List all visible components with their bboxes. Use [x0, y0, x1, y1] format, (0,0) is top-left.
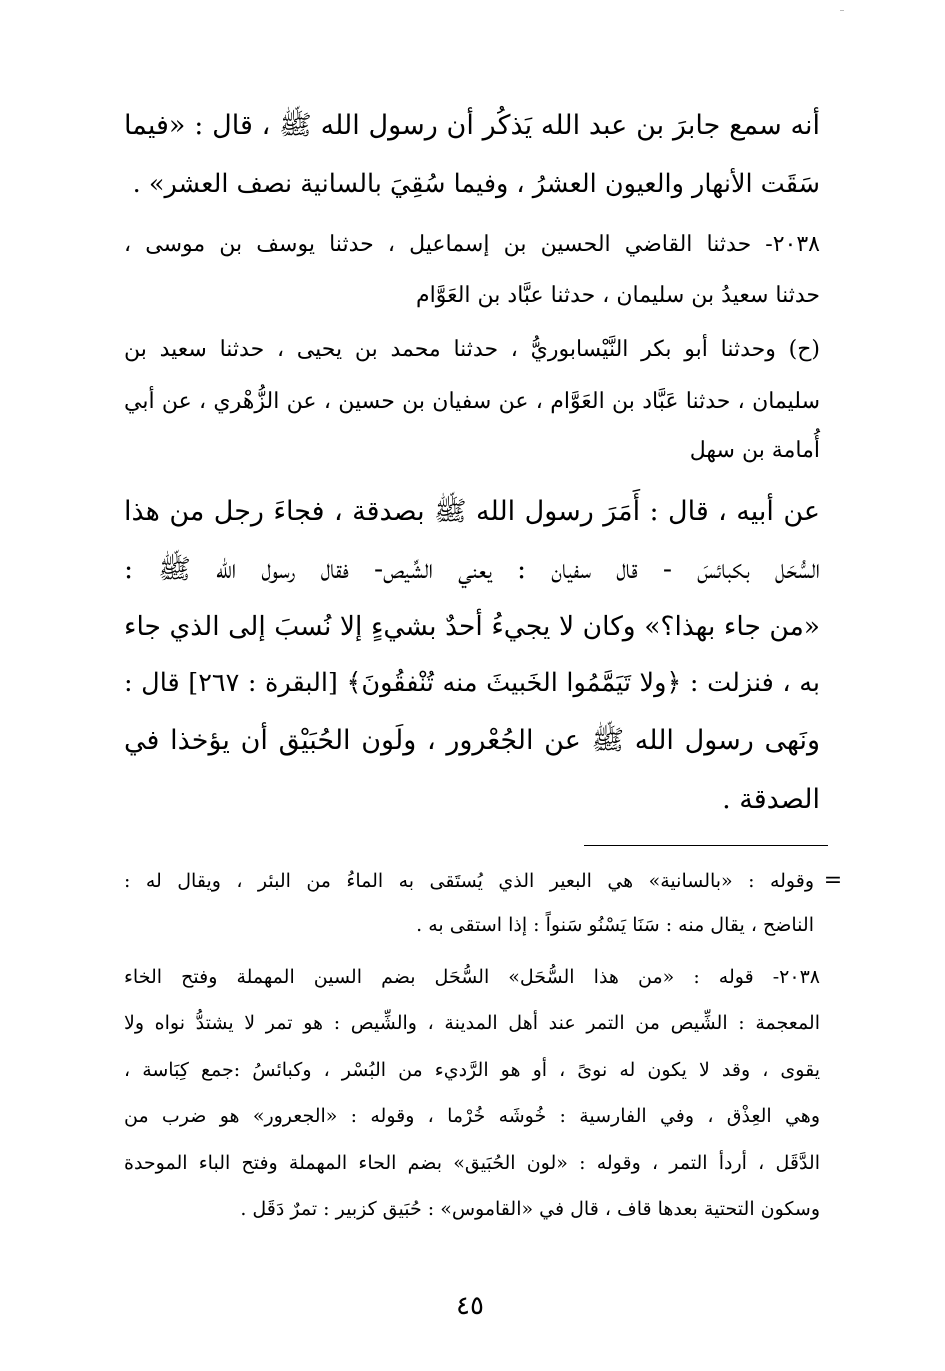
isnad-line: (ح) وحدثنا أبو بكر النَّيْسابوريُّ ، حدثنا محمد بن يحيى ، حدثنا سعيد بن: [124, 337, 820, 362]
scan-mark: [840, 10, 844, 11]
hadith-text-line: أنه سمع جابرَ بن عبد الله يَذكُر أن رسول الله ﷺ ، قال : «فيما: [124, 110, 820, 141]
isnad-line: سليمان ، حدثنا عَبَّاد بن العَوَّام ، عن سفيان بن حسين ، عن الزُّهْري ، عن أبي: [124, 389, 820, 414]
hadith-text-line: السُّحَل بكبائسَ - قال سفيان : يعني الشِّيص- فقال رسول الله ﷺ :: [124, 554, 820, 585]
footnote-line: ٢٠٣٨- قوله : «من هذا السُّحَل» السُّحَل بضم السين المهملة وفتح الخاء: [124, 966, 820, 988]
footnote-line: يقوى ، وقد لا يكون له نوىً ، أو هو الرَّديء من البُسْر ، وكبائسُ :جمع كِبَاسة ،: [124, 1059, 820, 1081]
footnote-line: وقوله : «بالسانية» هي البعير الذي يُستَقى به الماءُ من البئر ، ويقال له :: [124, 870, 814, 892]
continuation-mark: =: [823, 868, 843, 893]
footnote-line: المعجمة : الشِّيص من التمر عند أهل المدينة ، والشِّيص : هو تمر لا يشتدُّ نواه ولا: [124, 1012, 820, 1034]
isnad-line: حدثنا سعيدُ بن سليمان ، حدثنا عبَّاد بن العَوَّام: [416, 283, 820, 308]
footnote-line: وهي العِذْق ، وفي الفارسية : خُوشَه خُرْما ، وقوله : «الجعرور» هو ضرب من: [124, 1105, 820, 1127]
hadith-text-line: «من جاء بهذا؟» وكان لا يجيءُ أحدٌ بشيءٍ إلا نُسبَ إلى الذي جاء: [124, 611, 820, 642]
page-number: ٤٥: [456, 1291, 484, 1321]
isnad-line: أُمامة بن سهل: [689, 438, 820, 463]
footnote-line: الدَّقَل ، أردأ التمر ، وقوله : «لون الحُبَيق» بضم الحاء المهملة وفتح الباء الموحدة: [124, 1152, 820, 1174]
hadith-text-line: الصدقة .: [722, 784, 820, 815]
footnote-line: الناضح ، يقال منه : سَنَا يَسْنُو سَنواً : إذا استقى به .: [416, 914, 814, 936]
isnad-line: ٢٠٣٨- حدثنا القاضي الحسين بن إسماعيل ، حدثنا يوسف بن موسى ،: [124, 232, 820, 257]
hadith-text-line: عن أبيه ، قال : أَمَرَ رسول الله ﷺ بصدقة ، فجاءَ رجل من هذا: [124, 496, 820, 527]
hadith-text-line: به ، فنزلت : ﴿ولا تَيَمَّمُوا الخَبيثَ منه تُنْفقُونَ﴾ [البقرة : ٢٦٧] قال :: [124, 668, 821, 698]
hadith-text-line: سَقَت الأنهار والعيون العشرُ ، وفيما سُقِيَ بالسانية نصف العشر» .: [132, 169, 820, 199]
footnote-separator: [584, 845, 828, 846]
footnote-line: وسكون التحتية بعدها قاف ، قال في «القاموس» : حُبَيق كزبير : تمرٌ دَقَل .: [240, 1198, 820, 1220]
hadith-text-line: ونَهى رسول الله ﷺ عن الجُعْرور ، ولَون الحُبَيْق أن يؤخذا في: [124, 725, 820, 756]
